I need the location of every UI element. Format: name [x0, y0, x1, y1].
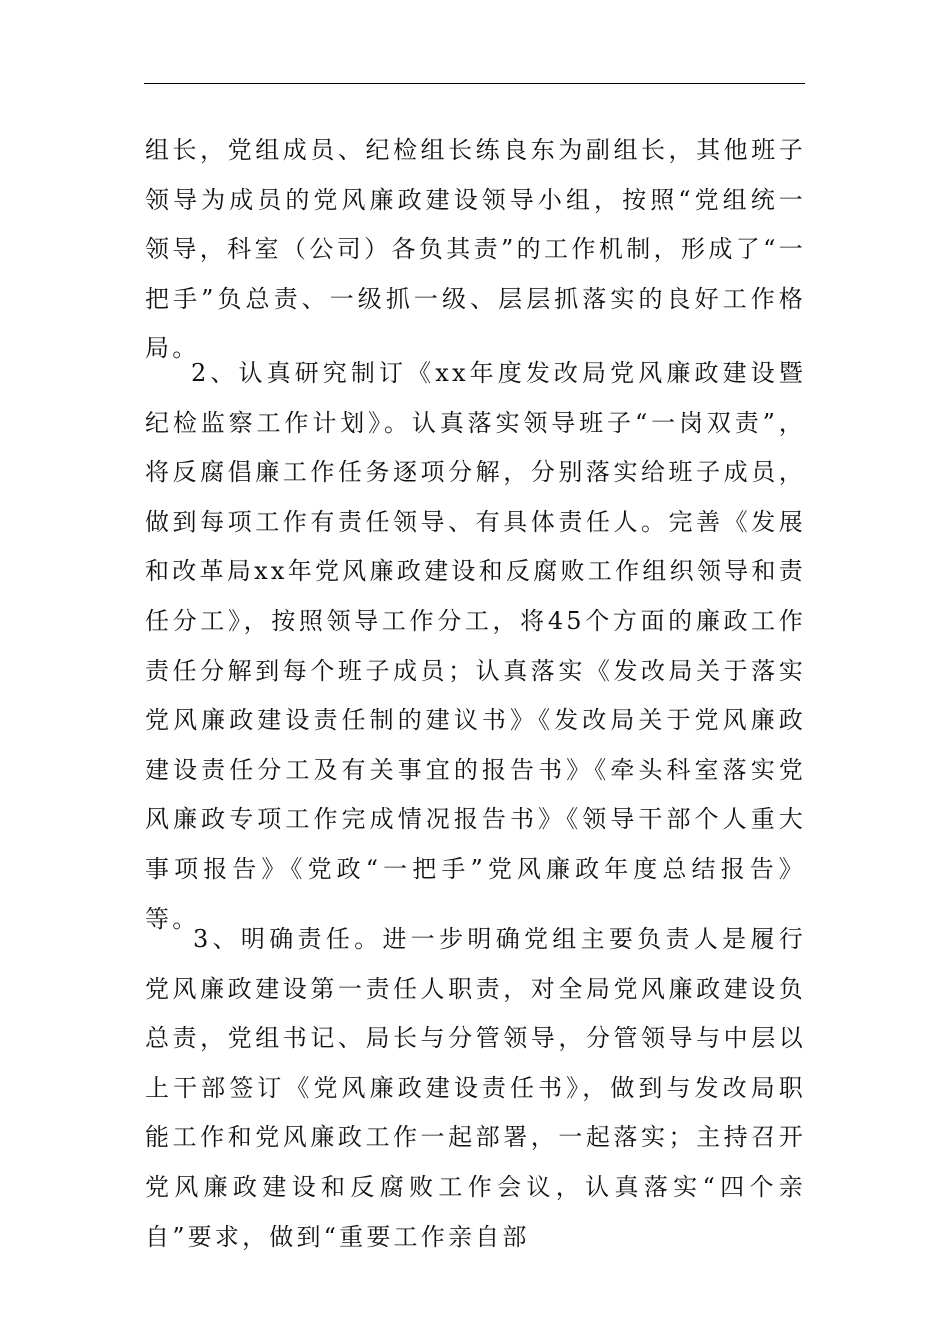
paragraph-clear-responsibility: 3、明确责任。进一步明确党组主要负责人是履行党风廉政建设第一责任人职责，对全局党风廉政建设负总责，党组书记、局长与分管领导，分管领导与中层以上干部签订《党风廉政建设责任书》，做到与发改局职能工作和党风廉政工作一起部署，一起落实；主持召开党风廉政建设和反腐败工作会议，认真落实“四个亲自”要求，做到“重要工作亲自部 [145, 925, 806, 1251]
paragraph-work-plan: 2、认真研究制订《xx年度发改局党风廉政建设暨纪检监察工作计划》。认真落实领导班子“一岗双责”，将反腐倡廉工作任务逐项分解，分别落实给班子成员，做到每项工作有责任领导、有具体责任人。完善《发展和改革局xx年党风廉政建设和反腐败工作组织领导和责任分工》，按照领导工作分工，将45个方面的廉政工作责任分解到每个班子成员；认真落实《发改局关于落实党风廉政建设责任制的建议书》《发改局关于党风廉政建设责任分工及有关事宜的报告书》《牵头科室落实党风廉政专项工作完成情况报告书》《领导干部个人重大事项报告》《党政“一把手”党风廉政年度总结报告》等。 [145, 359, 806, 933]
header-rule [144, 83, 805, 84]
paragraph-leadership-group: 组长，党组成员、纪检组长练良东为副组长，其他班子领导为成员的党风廉政建设领导小组，按照“党组统一领导，科室（公司）各负其责”的工作机制，形成了“一把手”负总责、一级抓一级、层层抓落实的良好工作格局。 [145, 136, 806, 363]
